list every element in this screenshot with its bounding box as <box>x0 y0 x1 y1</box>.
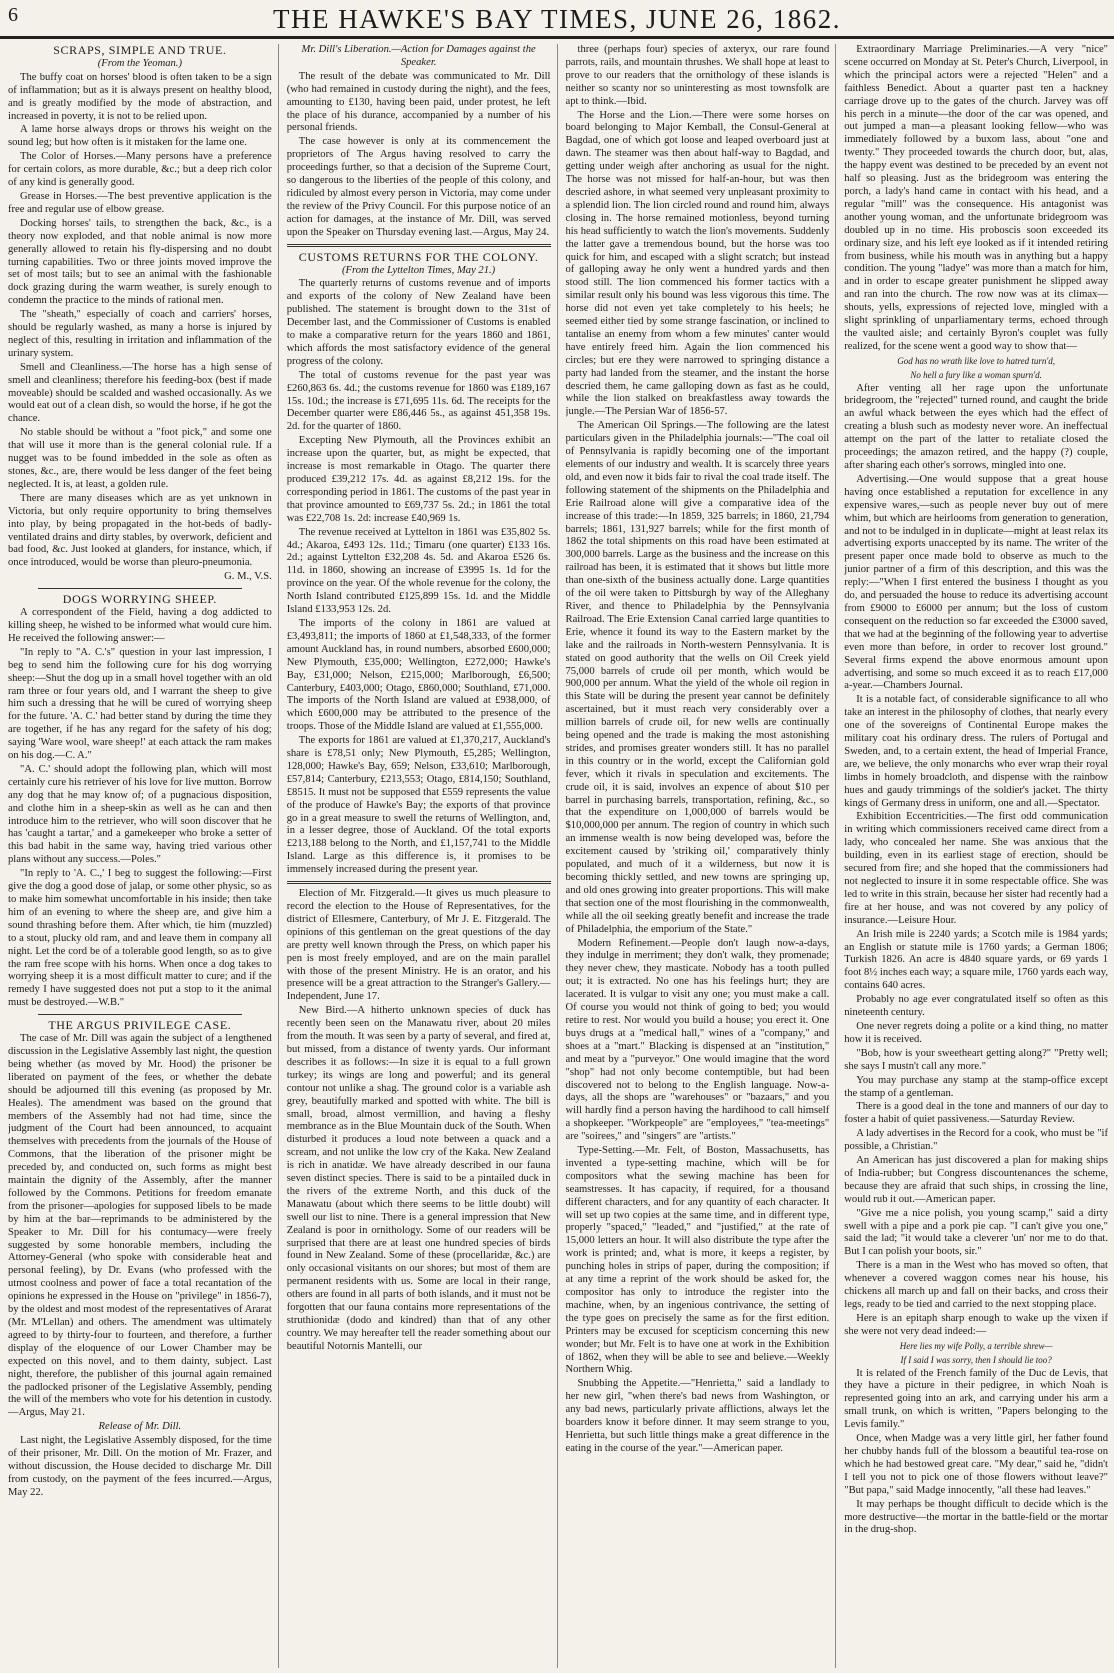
paragraph: "Give me a nice polish, you young scamp," said a dirty swell with a pipe and a pork pie cap. "I can't give you one," said the lad; "it would take a cleverer 'un' nor me to do that. But I can polish your boots, sir." <box>844 1207 1108 1258</box>
paragraph: Election of Mr. Fitzgerald.—It gives us much pleasure to record the election to the House of Representatives, for the district of Ellesmere, Canterbury, of Mr J. E. Fitzgerald. The opinions of this gentleman on the great questions of the day are pretty well known through the Press, on which paper his pen is most freely employed, and are on the main parallel with those of the present Ministry. He is an orator, and his presence will be a great attraction to the Stranger's Gallery.—Independent, June 17. <box>286 888 551 1003</box>
signature: G. M., V.S. <box>224 571 272 583</box>
paragraph: It is a notable fact, of considerable significance to all who take an interest in the philosophy of clothes, that nearly every one of the sovereigns of Continental Europe makes the military coat his ordinary dress. The rulers of Portugal and Sweden, and, to a certain extent, the head of Imperial France, are, we believe, the only monarchs who ever wrap their royal limbs in homely broadcloth, and dispense with the rainbow hues and gaudy trimmings of the soldier's jacket. The thirty kings of Germany dress in uniform, one and all.—Spectator. <box>844 694 1108 809</box>
article-subtitle: Release of Mr. Dill. <box>98 1421 182 1433</box>
column-3 <box>566 44 837 1668</box>
paragraph: Once, when Madge was a very little girl, her father found her chubby hands full of the blossom a beautiful tea-rose on which he had bestowed great care. "My dear," said he, "didn't I tell you not to pick one of those flowers without leave?" "But papa," said Madge innocently, "all these had leaves." <box>844 1433 1108 1496</box>
paragraph: The imports of the colony in 1861 are valued at £3,493,811; the imports of 1860 at £1,548,333, of the former amount Auckland has, in round numbers, absorbed £600,000; New Plymouth, £35,000; Wellington, £272,000; Hawke's Bay, £31,000; Nelson, £215,000; Marlborough, £6,500; Canterbury, £403,000; Otago, £860,000; Southland, £71,000. The imports of the North Island are valued at £938,000, of which £600,000 may be attributed to the presence of the troops. Those of the Middle Island are valued at £1,555,000. <box>286 617 551 733</box>
paragraph: Snubbing the Appetite.—"Henrietta," said a landlady to her new girl, "when there's bad news from Washington, or any bad news, particularly private afflictions, always let the boarders know it before dinner. It may seem strange to you, Henrietta, but such little things make a great difference in the eating in the course of the year."—American paper. <box>565 1378 830 1454</box>
paragraph: The result of the debate was communicated to Mr. Dill (who had remained in custody during the night), and the fees, amounting to £130, having been paid, under protest, he left the place of his durance, accompanied by a number of his personal friends. <box>286 70 551 134</box>
paragraph: An American has just discovered a plan for making ships of India-rubber; but Congress discountenances the scheme, because they are afraid that such ships, in crossing the line, would rub it out.—American paper. <box>844 1155 1108 1205</box>
article-heading: THE ARGUS PRIVILEGE CASE. <box>48 1018 232 1033</box>
section-rule <box>38 1014 242 1015</box>
newspaper-title: THE HAWKE'S BAY TIMES, JUNE 26, 1862. <box>273 4 841 34</box>
paragraph: "In reply to "A. C.'s" question in your last impression, I beg to send him the following cure for his dog worrying sheep:—Shut the dog up in a small hovel together with an old ram three or four years old, and I warrant the sheep to give him such a dressing that he will be cured of worrying sheep for the future. 'A. C.' had better stand by during the time they are together, if he has any regard for the safety of his dog; saying 'Ware wool, ware sheep!' at each attack the ram makes on his dog.—C. A." <box>8 646 272 762</box>
paragraph: There is a man in the West who has moved so often, that whenever a covered waggon comes near his house, his chickens all march up and fall on their backs, and cross their legs, ready to be tied and carried to the next stopping place. <box>844 1260 1108 1310</box>
paragraph: No stable should be without a "foot pick," and some one that will use it more than is the general colonial rule. If a nugget was to be found imbedded in the sole as often as stones, &c., are, there would be less danger of the feet being neglected. It is, at least, a golden rule. <box>8 427 272 490</box>
paragraph: The case however is only at its commencement the proprietors of The Argus having resolved to carry the proceedings further, so that a decision of the Supreme Court, so dangerous to the liberties of the people of this colony, and ridiculed by almost every person in Victoria, may come under the review of the Privy Council. For this purpose notice of an action for damages, at the instance of Mr. Dill, was served upon the Speaker on Thursday evening last.—Argus, May 24. <box>286 136 551 238</box>
column-1 <box>8 44 279 1668</box>
section-double-rule <box>287 881 551 884</box>
paragraph: The Horse and the Lion.—There were some horses on board belonging to Major Kemball, the Consul-General at Bagdad, one of which got loose and leaped overboard just at dawn. The steamer was then about half-way to Bagdad, and getting under weigh after anchoring as usual for the night. The horse was not missed for half-an-hour, but was then descried ashore, in what seemed very unpleasant proximity to a splendid lion. The lion circled round and round him, always closing in. The horse remained motionless, beyond turning his head sufficiently to watch the lion's movements. Suddenly the latter gave a tremendous bound, but the horse was too quick for him, and escaped with a slight scratch; but instead of galloping away he only went a hundred yards and then stood still. The lion commenced his former tactics with a similar result only his bound was less vigorous this time. The horse did not even yet take completely to his heels; he seemed either tied by some strange fascination, or inclined to tantalise an enemy from whom a few minutes' canter would have entirely freed him. Again the lion commenced his circles; but ere they were narrowed to springing distance a party had landed from the steamer, and the instant the horse descried them, he came galloping down as fast as he could, while the lion stalked on breakfastless away towards the jungle.—The Persian War of 1856-57. <box>565 109 830 418</box>
article-subtitle: (From the Yeoman.) <box>97 57 182 69</box>
article-subtitle: Mr. Dill's Liberation.—Action for Damages against the Speaker. <box>301 44 536 68</box>
paragraph: Advertising.—One would suppose that a great house having once established a reputation for excellence in any expensive wares,—such as people never buy out of mere whim, but which are heirlooms from generation to generation, and not to be indulged in in duplicate—might at least relax its advertising exports unaccepted by its name. The writer of the present paper once made bold to observe as much to the junior partner of a firm of this description, and this was the reply:—"When I first entered the business I thought as you do, and persuaded the house to reduce its advertising account from £9000 to £6000 per annum; but the loss of custom consequent on the reduction so far exceeded the £3000 saved, that we had at the beginning of the following year to advertise even more than before, in order to recover lost ground." Several firms expend the above enormous amount upon advertising, and some so much exceed it as to reach £17,000 a-year.—Chambers Journal. <box>844 473 1108 692</box>
paragraph: "In reply to 'A. C.,' I beg to suggest the following:—First give the dog a good dose of jalap, or some other physic, so as to make him somewhat uncomfortable in his inside; then take him of an evening to where the sheep are, and give him a sound thrashing before them. After which, tie him (muzzled) to a stout, plucky old ram, and and leave them in company all night. Let the cord be of a tolerable good length, so as to give the ram free scope with his horns. When once a dog takes to worrying sheep it is a most difficult matter to cure; and if the remedy I have suggested does not put a stop to it the animal must be destroyed.—W.B." <box>8 868 272 1009</box>
paragraph: Here is an epitaph sharp enough to wake up the vixen if she were not very dead indeed:— <box>844 1312 1108 1337</box>
paragraph: Modern Refinement.—People don't laugh now-a-days, they indulge in merriment; they don't walk, they promenade; they never chew, they masticate. Nobody has a tooth pulled out; it is extracted. No one has his feelings hurt; they are lacerated. It is vulgar to visit any one; you must make a call. Of course you would not think of going to bed; you would retire to rest. Nor would you build a house; you erect it. One buys drugs at a "medical hall," wines of a "company," and shoes at a "mart." Blacking is dispensed at an "institution," and meat by a "purveyor." One would imagine that the word "shop" had not only become contemptible, but had been discovered not to belong to the English language. Now-a-days, all the shops are "warehouses" or "bazaars," and you will hardly find a person having the hardihood to call himself a shopkeeper. "Workpeople" are "employees," "tea-meetings" are "soirees," and "singers" are "artists." <box>565 937 830 1143</box>
paragraph: There is a good deal in the tone and manners of our day to foster a habit of quiet passiveness.—Saturday Review. <box>844 1101 1108 1126</box>
paragraph: A lame horse always drops or throws his weight on the sound leg; but how often is it mistaken for the lame one. <box>8 124 272 149</box>
paragraph: Docking horses' tails, to strengthen the back, &c., is a theory now exploded, and that noble animal is now more generally allowed to retain his fly-dispersing and no doubt turning capabilities. Two or three joints moved improve the set of most tails; but to see an animal with the fashionable dock grazing during the warm weather, is surely enough to condemn the practice to the minds of rational men. <box>8 217 272 307</box>
paragraph: The Color of Horses.—Many persons have a preference for certain colors, as more durable, &c.; but a deep rich color of any kind is generally good. <box>8 151 272 189</box>
paragraph: An Irish mile is 2240 yards; a Scotch mile is 1984 yards; an English or statute mile is 1760 yards; a German 1806; Turkish 1826. An acre is 4840 square yards, or 69 yards 1 foot 8½ inches each way; a square mile, 1760 yards each way, contains 640 acres. <box>844 928 1108 992</box>
paragraph: The buffy coat on horses' blood is often taken to be a sign of inflammation; but as it is always present on healthy blood, and is greatly modified by the mode of abstraction, and increased in poverty, it is not to be relied upon. <box>8 71 272 122</box>
paragraph: It may perhaps be thought difficult to decide which is the more destructive—the mortar in the battle-field or the mortar in the drug-shop. <box>844 1498 1108 1536</box>
column-2 <box>287 44 558 1668</box>
paragraph: Probably no age ever congratulated itself so often as this nineteenth century. <box>844 994 1108 1019</box>
paragraph: Exhibition Eccentricities.—The first odd communication in writing which commissioners received came direct from a lady, who concealed her name. She was anxious that the building, even in its earliest stage of erection, should be secured from fire; and she hoped that the commissioners had not neglected to insure it in some respectable office. She was led to write in this strain, because her sister had recently had a fire at her house, and was not covered by any policy of insurance.—Leisure Hour. <box>844 811 1108 926</box>
article-heading: CUSTOMS RETURNS FOR THE COLONY. <box>298 249 539 264</box>
article-subtitle: (From the Lyttelton Times, May 21.) <box>342 264 496 276</box>
paragraph: A lady advertises in the Record for a cook, who must be "if possible, a Christian." <box>844 1128 1108 1153</box>
article-heading: DOGS WORRYING SHEEP. <box>62 592 217 607</box>
verse-line: God has no wrath like love to hatred turn'd, <box>897 355 1056 366</box>
paragraph: After venting all her rage upon the unfortunate bridegroom, the "rejected" turned round, and caught the bride an awful whack between the eyes which had the effect of creating a blush such as modesty never wore. An ineffectual attempt on the part of the latter to retaliate closed the proceedings; the amazon retired, and the happy (?) couple, after sharing each other's sorrows, mingled into one. <box>844 382 1108 471</box>
section-double-rule <box>287 244 551 247</box>
verse-line: No hell a fury like a woman spurn'd. <box>910 369 1042 380</box>
paragraph: The case of Mr. Dill was again the subject of a lengthened discussion in the Legislative Assembly last night, the question being whether (as moved by Mr. Hood) the prisoner be liberated on payment of the fees, or whether the debate should be adjourned till this evening (as proposed by Mr. Heales). The amendment was based on the ground that members of the Assembly had not had time, since the judgment of the Court had been announced, to acquaint themselves with precedents from the journals of the House of Commons, that the liberation of the prisoner might be preceded by, and conducted on, such forms as might best maintain the dignity of the Assembly, after the manner followed by the Commons. Petitions for freedom emanate from the prisoner—apologies for supposed libels to be made by him at the bar—reprimands to be administered by the Speaker to Mr. Dill for his contumacy—were freely suggested by some honorable members, including the Attorney-General (who spoke with considerable heat and personal feeling), by Dr. Evans (who professed with the utmost coolness and power of face a total recantation of the opinions he expressed in the House on "privilege" in 1856-7), by the oldest and most modest of the representatives of Ararat (Mr. M'Lellan) and others. The amendment was ultimately agreed to by thirty-four to fourteen, and therefore, a further display of the eloquence of our Lower Chamber may be expected on this novel, and to them dainty, subject. Last night, therefore, the publisher of this journal again remained the padlocked prisoner of the Legislative Assembly, pending the will of the members who vote for his detention in custody.—Argus, May 21. <box>8 1033 272 1419</box>
paragraph: The revenue received at Lyttelton in 1861 was £35,802 5s. 4d.; Akaroa, £493 12s. 11d.; Timaru (one quarter) £133 16s. 2d.; against Lyttelton £32,208 4s. 5d. and Akaroa £526 6s. 11d. in 1860, showing an increase of £3995 1s. 1d for the province on the year. Of the whole revenue for the colony, the North Island contributed £125,899 15s. 1d. and the Middle Island £133,953 12s. 2d. <box>286 526 551 616</box>
masthead-rule <box>0 38 1114 39</box>
paragraph: Smell and Cleanliness.—The horse has a high sense of smell and cleanliness; therefore his feeding-box (best if made moveable) should be scalded and washed occasionally. As we would eat out of a clean dish, so would the horse, if he got the chance. <box>8 361 272 425</box>
paragraph: Extraordinary Marriage Preliminaries.—A very "nice" scene occurred on Monday at St. Peter's Church, Liverpool, in which the principal actors were a rejected "Helen" and a faithless Benedict. About a quarter past ten a hackney carriage drove up to the gates of the church. Jarvey was off his perch in a minute—the door of the car was opened, and out jumped a man—a pleasant looking fellow—who was immediately followed by a buxom lass, about "one and twenty." They proceeded towards the church door, but, alas, the happy event was destined to be preceded by an event not half so pleasing. Just as the bridegroom was entering the porch, a lady's hand came in contact with his head, and a regular "mill" was the consequence. His antagonist was another young woman, and the unfortunate bridegroom was doubled up in no time. His proboscis soon exceeded its ordinary size, and his left eye looked as if it intended retiring from business, while his mouth was in anything but a happy condition. The young "ladye" was more than a match for him, and in order to escape greater punishment he slipped away and ran into the church. The row now was at its climax—shouts, yells, expressions of rejected love, mingled with a slight sprinkling of unparliamentary terms, echoed through the vaulted aisle; and certainly Byron's couplet was fully realized, for the scene went a good way to show that— <box>844 44 1108 352</box>
paragraph: three (perhaps four) species of axteryx, our rare found parrots, rails, and mountain thrushes. We shall hope at least to prove to our readers that the ornithology of these islands is neither so scanty nor so uninteresting as most townsfolk are apt to think.—Ibid. <box>565 44 830 107</box>
paragraph: Last night, the Legislative Assembly disposed, for the time of their prisoner, Mr. Dill. On the motion of Mr. Frazer, and without discussion, the House decided to discharge Mr. Dill from custody, on the payment of the fees incurred.—Argus, May 22. <box>8 1435 272 1498</box>
paragraph: A correspondent of the Field, having a dog addicted to killing sheep, he wished to be informed what would cure him. He received the following answer:— <box>8 607 272 644</box>
paragraph: The quarterly returns of customs revenue and of imports and exports of the colony of New Zealand have been published. The statement is brought down to the 31st of December last, and the Commissioner of Customs is enabled to make a comparative return for the years 1860 and 1861, which affords the most satisfactory evidence of the general progress of the colony. <box>286 278 551 367</box>
paragraph: The total of customs revenue for the past year was £260,863 6s. 4d.; the customs revenue for 1860 was £189,167 15s. 10d.; the increase is £71,695 11s. 6d. The receipts for the December quarter were £86,446 5s., as against 451,358 19s. 2d. for the quarter of 1860. <box>286 369 551 433</box>
paragraph: The exports for 1861 are valued at £1,370,217, Auckland's share is £78,51 only; New Plymouth, £5,285; Wellington, 128,000; Hawke's Bay, 659; Nelson, £33,610; Marlborough, £57,814; Canterbury, £213,553; Otago, £814,150; Southland, £8515. It must not be supposed that £559 represents the value of the produce of Hawke's Bay; the exports of that province go in a great measure to swell the returns of Wellington, and, in a lesser degree, those of Auckland. Of the total exports £213,188 belong to the North, and £1,157,741 to the Middle Island. Large as this difference is, it promises to be immensely increased during the present year. <box>286 735 551 876</box>
paragraph: The American Oil Springs.—The following are the latest particulars given in the Philadelphia journals:—"The coal oil of Pennsylvania is rapidly becoming one of the important elements of our industry and wealth. It is scarcely three years old, and even now it bids fair to rival the coal trade itself. The following statement of the shipments on the Philadelphia and Erie Railroad alone will give a comparative idea of the increase of this trade:—In 1859, 325 barrels; in 1860, 21,794 barrels; 1861, 131,927 barrels; while for the first month of 1862 the total shipments on this road have been estimated at 300,000 barrels. Large as the business and the increase on this railroad has been, it is estimated that it shows but little more than one-sixth of the business actually done. Large quantities of the oil were taken to Pittsburgh by way of the Alleghany River, and thence to Philadelphia by the Pennsylvania Railroad. The Erie Extension Canal carried large quantities to Erie, whence it found its way to the Eastern market by the lake and the railroads in North-western Pennsylvania. It is stated on good authority that the wells on Oil Creek yield 75,000 barrels of crude oil per month, which would be 900,000 per annum. What the yield of the whole oil region in this State will be during the present year cannot be definitely ascertained, but it must reach very considerably over a million barrels of crude oil, for new wells are continually being opened and the trade is making the most astonishing strides, and promises greater wonders still. It has no parallel in this country or in the world, except the Californian gold fever, which it rivals in speculation and excitements. The crude oil, it is said, involves an expence of about $10 per barrel in purchasing barrels, transportation, refining, &c., so that the expenditure on 1,000,000 of barrels would be $10,000,000 per annum. The region of country in which such an immense wealth is now being developed was, before the excitement caused by 'striking oil,' comparatively thinly populated, and much of it a wilderness, but now it is becoming thickly settled, and new towns are springing up, and old ones growing into greater proportions. This will make that section one of the most flourishing in the commonwealth, while all the oil seeking greatly benefit and increase the trade of Philadelphia, the emporium of the State." <box>565 420 830 935</box>
paragraph: You may purchase any stamp at the stamp-office except the stamp of a gentleman. <box>844 1074 1108 1099</box>
paragraph: Type-Setting.—Mr. Felt, of Boston, Massachusetts, has invented a type-setting machine, which will be for compositors what the sewing machine has been for seamstresses. It has capacity, if required, for a thousand different characters, and for any quantity of each character. It will set up two copies at the same time, and in different type, properly "spaced," "leaded," and "justified," at the rate of 15,000 letters an hour. It will also distribute the type after the work is printed; and, what is more, it keeps a register, by punching holes in strips of paper, during the composition; if at any time a reprint of the work should be asked for, the compositor has only to introduce the register into the machine, when, by an ingenious contrivance, the setting of the type goes on precisely the same as for the first edition. Printers may be excused for scepticism concerning this new wonder; but Mr. Felt is to have one at work in the Exhibition of 1862, when they will be able to see and believe.—Weekly Northern Whig. <box>565 1145 830 1376</box>
page-number: 6 <box>8 4 18 26</box>
column-4 <box>844 44 1108 1668</box>
paragraph: Grease in Horses.—The best preventive application is the free and regular use of elbow grease. <box>8 190 272 215</box>
section-rule <box>38 588 242 589</box>
verse-line: If I said I was sorry, then I should lie too? <box>900 1354 1052 1365</box>
paragraph: The "sheath," especially of coach and carriers' horses, should be regularly washed, as many a horse is injured by neglect of this, resulting in irritation and inflammation of the urinary system. <box>8 309 272 359</box>
paragraph: "Bob, how is your sweetheart getting along?" "Pretty well; she says I mustn't call any more." <box>844 1047 1108 1072</box>
article-heading: SCRAPS, SIMPLE AND TRUE. <box>53 44 227 57</box>
masthead <box>0 0 1114 38</box>
verse-line: Here lies my wife Polly, a terrible shrew— <box>899 1340 1053 1351</box>
paragraph: It is related of the French family of the Duc de Levis, that they have a picture in their pedigree, in which Noah is represented going into an ark, and carrying under his arm a small trunk, on which is written, "Papers belonging to the Levis family." <box>844 1367 1108 1431</box>
paragraph: One never regrets doing a polite or a kind thing, no matter how it is received. <box>844 1020 1108 1045</box>
paragraph: "A. C.' should adopt the following plan, which will most certainly cure his retriever of his love for live mutton. Borrow any dog that he may know of; of a pugnacious disposition, and clothe him in a sheep-skin as well as he can and then introduce him to the retriever, who will soon discover that he has 'caught a tartar,' and a gamekeeper who broke a setter of this bad habit in the same way, having tried various other plans without any success.—Poles." <box>8 763 272 866</box>
paragraph: New Bird.—A hitherto unknown species of duck has recently been seen on the Manawatu river, about 20 miles from the mouth. It was seen by a party of several, and fired at, but missed, from a distance of twenty yards. Our informant describes it as follows:—In size it is equal to a full grown turkey; its wings are long and powerful; and its general contour not unlike a shag. The ground color is a variable ash grey, beautifully marked and spotted with white. The bill is small, broad, almost vermillion, and having a fleshy membrance as in the Blue Mountain duck of the South. When disturbed it produces a loud note between a quack and a scream, and not unlike the low cry of the Kaka. New Zealand is rich in anatidæ. We have already described in our fauna seven distinct species. There is said to be a pintailed duck in the rivers of the extreme North, and this duck of the Manawatu (about which there seems to be little doubt) will swell our list to nine. There is a general impression that New Zealand is poor in ornithology. Some of our readers will be surprised that there are at least one hundred species of birds found in New Zealand. Some of these (procellaridæ, &c.) are only occasional visitants on our shores; but most of them are permanent residents with us. Some are local in their range, others are found in all parts of both islands, and it must not be forgotten that our fauna contains more representations of the struthionidæ (dodo and kindred) than that of any other country. We may hereafter tell the reader something about our beautiful Notornis Mantelli, our <box>286 1005 551 1352</box>
page-columns <box>8 44 1108 1668</box>
paragraph: Excepting New Plymouth, all the Provinces exhibit an increase upon the quarter, but, as might be expected, that increase is most remarkable in Otago. The quarter there produced £39,212 17s. 4d. as against £8,212 19s. for the corresponding period in 1861. The customs of the past year in that province amounted to £69,737 5s. 2d.; in 1861 the total was £22,708 1s. 2d: increase £40,969 1s. <box>286 435 551 524</box>
paragraph: There are many diseases which are as yet unknown in Victoria, but only require opportunity to bring themselves into play, by being propagated in the hot-beds of badly-ventilated drains and dirty stables, by overwork, deficient and bad food, &c. Just looked at glanders, for instance, which, if once introduced, would be worse than pleuro-pneumonia. <box>8 492 272 569</box>
